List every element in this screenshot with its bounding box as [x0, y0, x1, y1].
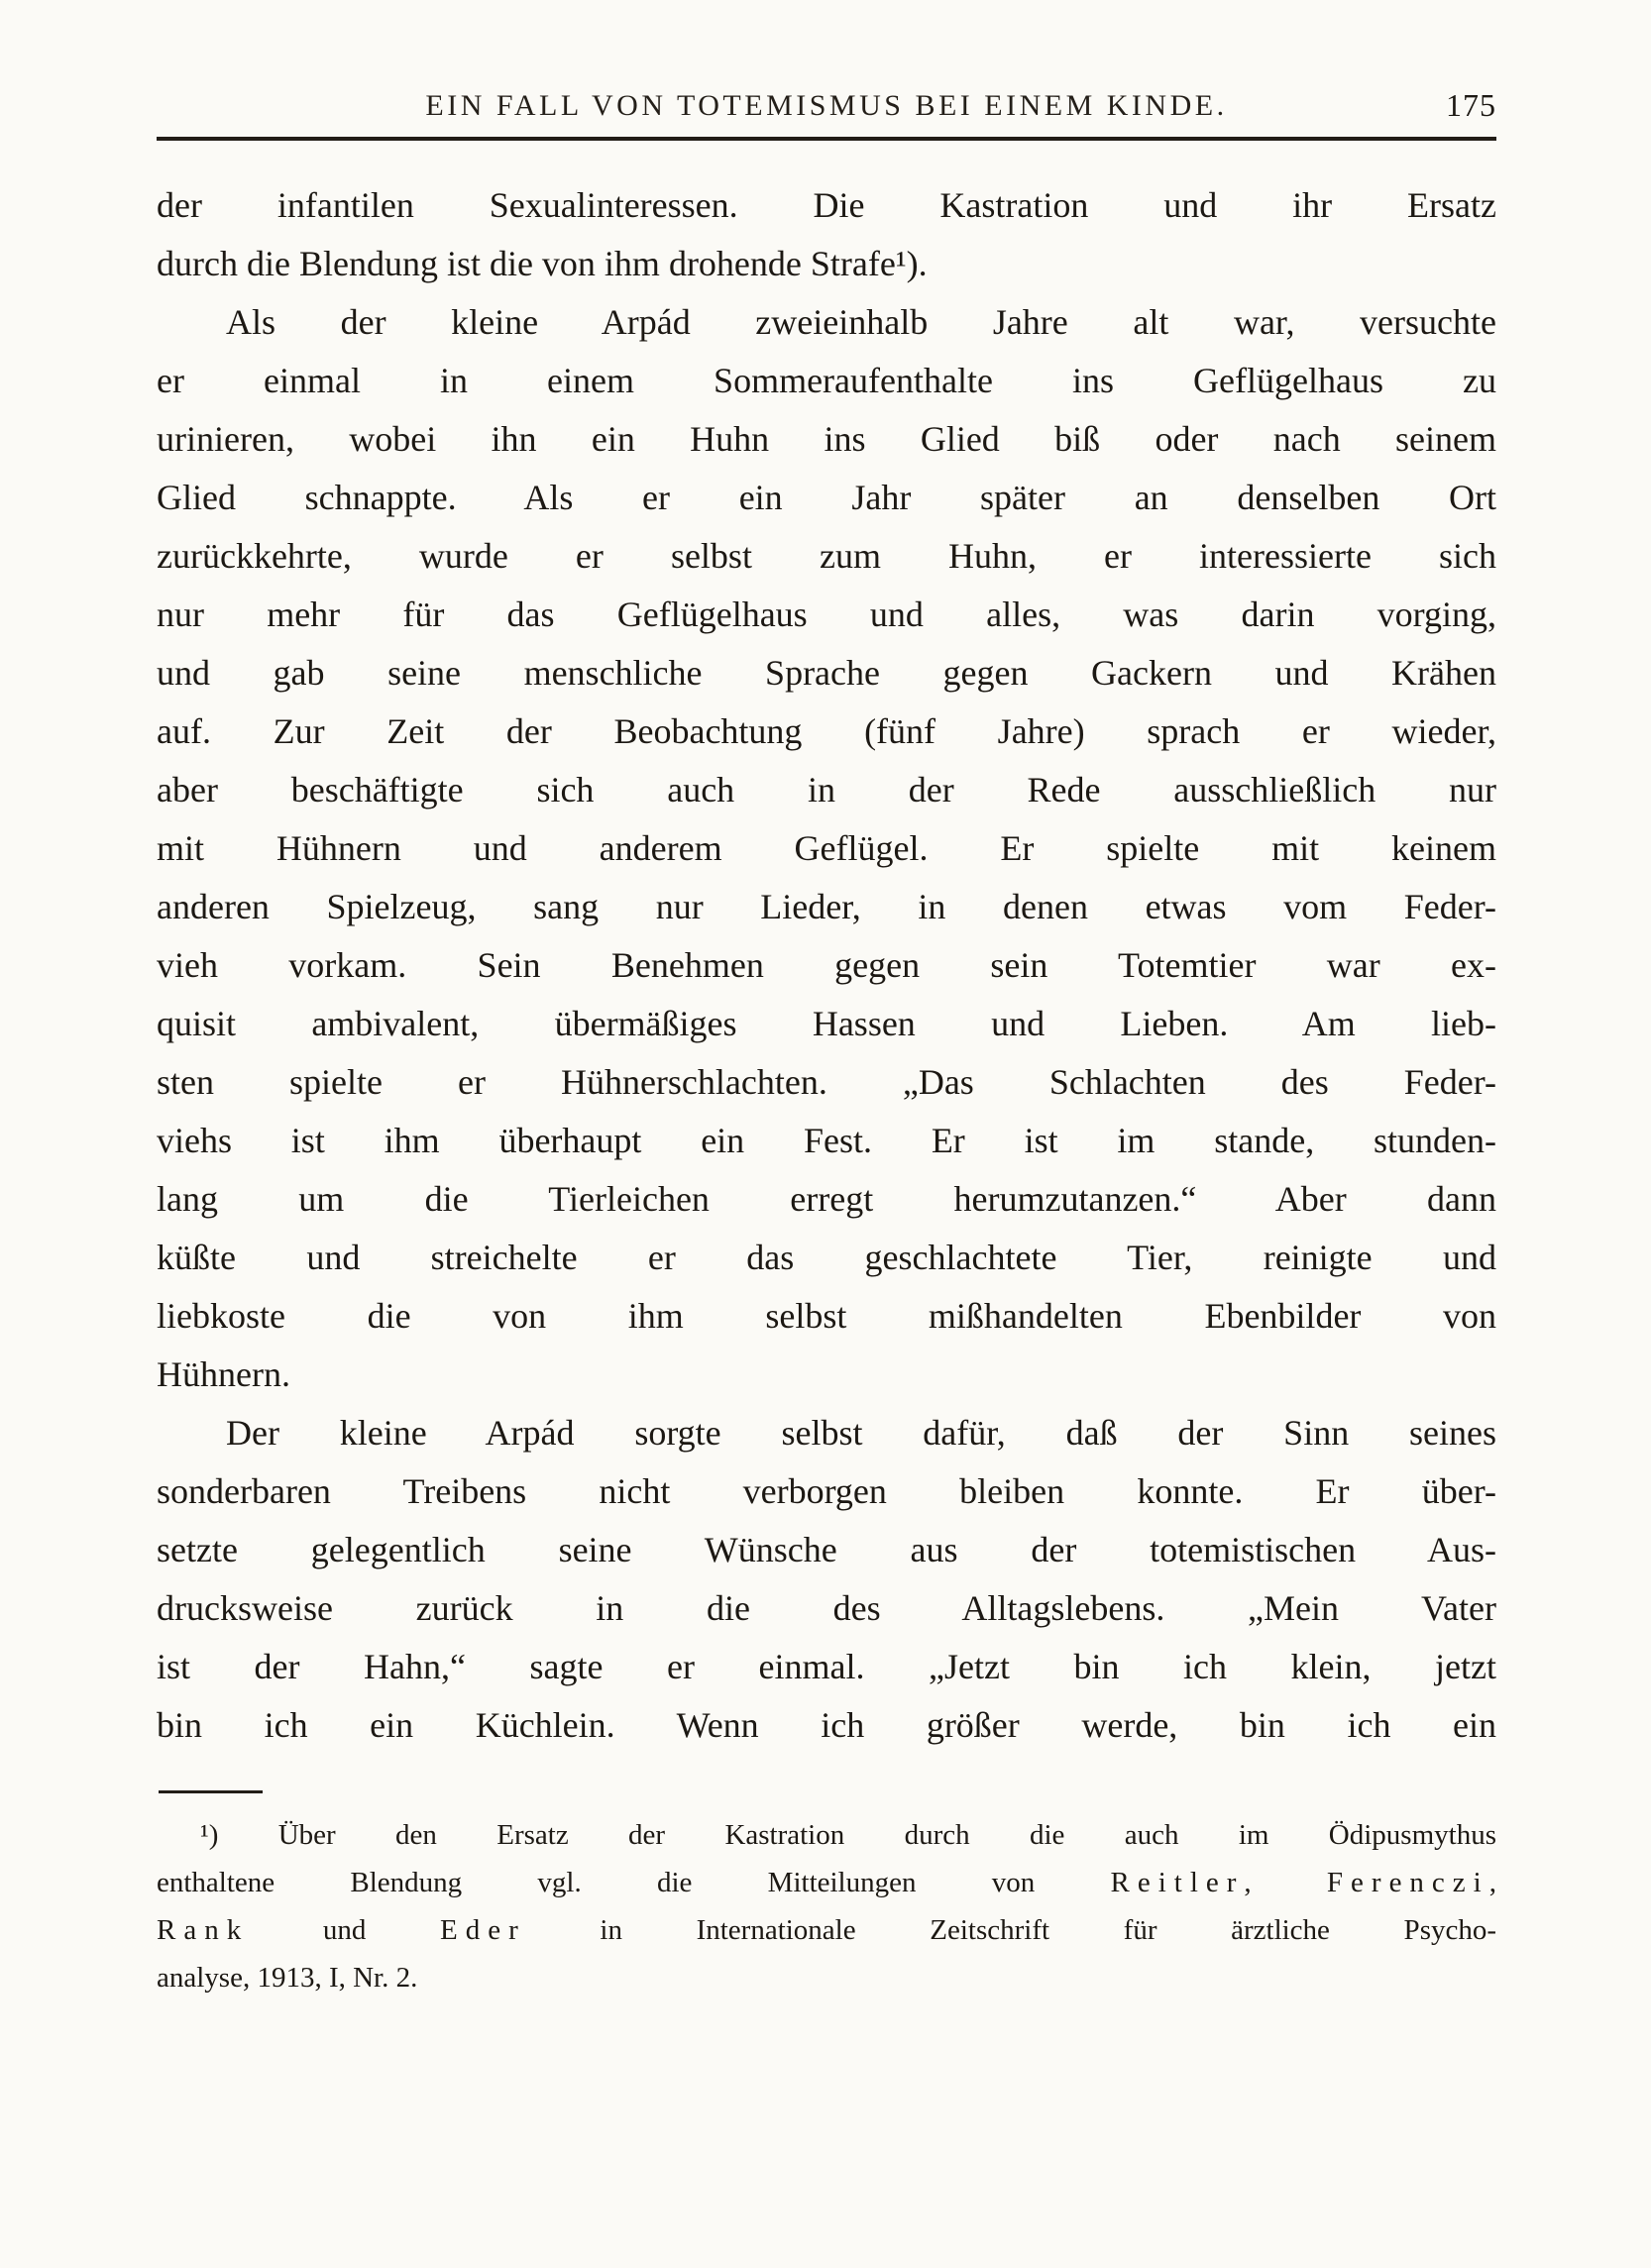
text-run: nur mehr für das Geflügelhaus und alles, was darin vorging, — [157, 594, 1496, 634]
text-run: auf. Zur Zeit der Beobachtung (fünf Jahre) sprach er wieder, — [157, 711, 1496, 751]
text-line — [157, 644, 1496, 702]
text-line — [157, 410, 1496, 469]
text-run: durch die Blendung ist die von ihm drohende Strafe¹). — [157, 244, 928, 283]
paragraph — [157, 293, 1496, 1404]
text-line — [157, 1638, 1496, 1696]
text-run: bin ich ein Küchlein. Wenn ich größer werde, bin ich ein — [157, 1705, 1496, 1745]
text-run: ist der Hahn,“ sagte er einmal. „Jetzt bin ich klein, jetzt — [157, 1647, 1496, 1686]
text-run: Als der kleine Arpád zweieinhalb Jahre alt war, versuchte — [226, 302, 1496, 342]
text-line — [157, 878, 1496, 936]
text-run: quisit ambivalent, übermäßiges Hassen und Lieben. Am lieb- — [157, 1004, 1496, 1043]
footnote-separator — [159, 1790, 263, 1793]
text-run: und — [249, 1914, 440, 1946]
text-line — [157, 1906, 1496, 1954]
text-run: der infantilen Sexualinteressen. Die Kastration und ihr Ersatz — [157, 185, 1496, 225]
text-run: urinieren, wobei ihn ein Huhn ins Glied biß oder nach seinem — [157, 419, 1496, 459]
text-line — [157, 1112, 1496, 1170]
spaced-name: Reitler — [1110, 1867, 1245, 1898]
text-line — [157, 176, 1496, 235]
text-line — [157, 1346, 1496, 1404]
text-run: küßte und streichelte er das geschlachtete Tier, reinigte und — [157, 1238, 1496, 1277]
text-line — [157, 586, 1496, 644]
text-run: viehs ist ihm überhaupt ein Fest. Er ist im stande, stunden- — [157, 1121, 1496, 1160]
text-run: und gab seine menschliche Sprache gegen Gackern und Krähen — [157, 653, 1496, 693]
text-run: zurückkehrte, wurde er selbst zum Huhn, er interessierte sich — [157, 536, 1496, 576]
spaced-name: Eder — [440, 1914, 526, 1946]
text-line — [157, 1579, 1496, 1638]
text-line — [157, 761, 1496, 819]
text-run: mit Hühnern und anderem Geflügel. Er spielte mit keinem — [157, 828, 1496, 868]
text-run: drucksweise zurück in die des Alltagslebens. „Mein Vater — [157, 1588, 1496, 1628]
text-run: liebkoste die von ihm selbst mißhandelten Ebenbilder von — [157, 1296, 1496, 1336]
header-rule — [157, 137, 1496, 141]
spaced-name: Ferenczi — [1326, 1867, 1489, 1898]
text-line — [157, 1287, 1496, 1346]
text-run: setzte gelegentlich seine Wünsche aus der totemistischen Aus- — [157, 1530, 1496, 1569]
text-line — [157, 1954, 1496, 2001]
text-line — [157, 293, 1496, 352]
text-run: Der kleine Arpád sorgte selbst dafür, daß der Sinn seines — [226, 1413, 1496, 1453]
text-run: er einmal in einem Sommeraufenthalte ins Geflügelhaus zu — [157, 361, 1496, 400]
text-run: anderen Spielzeug, sang nur Lieder, in denen etwas vom Feder- — [157, 887, 1496, 926]
text-run: aber beschäftigte sich auch in der Rede ausschließlich nur — [157, 770, 1496, 810]
text-line — [157, 1859, 1496, 1906]
body-text — [157, 176, 1496, 1755]
text-run: sten spielte er Hühnerschlachten. „Das Schlachten des Feder- — [157, 1062, 1496, 1102]
text-line — [157, 819, 1496, 878]
text-line — [157, 1170, 1496, 1229]
text-line — [157, 1696, 1496, 1755]
text-run: , — [1488, 1867, 1496, 1898]
footnote-text — [157, 1811, 1496, 2001]
text-line — [157, 1521, 1496, 1579]
text-line — [157, 1229, 1496, 1287]
text-run: sonderbaren Treibens nicht verborgen bleiben konnte. Er über- — [157, 1471, 1496, 1511]
paragraph — [157, 1404, 1496, 1755]
spaced-name: Rank — [157, 1914, 250, 1946]
text-run: in Internationale Zeitschrift für ärztliche Psycho- — [525, 1914, 1497, 1946]
text-line — [157, 352, 1496, 410]
text-line — [157, 702, 1496, 761]
text-line — [157, 1811, 1496, 1859]
text-run: Glied schnappte. Als er ein Jahr später an denselben Ort — [157, 478, 1496, 517]
text-run: vieh vorkam. Sein Benehmen gegen sein Totemtier war ex- — [157, 945, 1496, 985]
text-line — [157, 235, 1496, 293]
paragraph — [157, 176, 1496, 293]
text-run: enthaltene Blendung vgl. die Mitteilungen von — [157, 1867, 1111, 1898]
text-run: , — [1244, 1867, 1327, 1898]
page-number: 175 — [1446, 87, 1496, 123]
text-run: analyse, 1913, I, Nr. 2. — [157, 1962, 418, 1994]
running-head — [157, 85, 1496, 129]
text-line — [157, 936, 1496, 995]
text-line — [157, 1404, 1496, 1462]
text-line — [157, 1053, 1496, 1112]
text-run: Hühnern. — [157, 1354, 290, 1394]
text-line — [157, 995, 1496, 1053]
text-run: ¹) Über den Ersatz der Kastration durch die auch im Ödipusmythus — [200, 1819, 1496, 1851]
running-title: EIN FALL VON TOTEMISMUS BEI EINEM KINDE. — [425, 89, 1228, 122]
page-content — [157, 85, 1496, 2001]
text-run: lang um die Tierleichen erregt herumzutanzen.“ Aber dann — [157, 1179, 1496, 1219]
text-line — [157, 1462, 1496, 1521]
text-line — [157, 469, 1496, 527]
text-line — [157, 527, 1496, 586]
